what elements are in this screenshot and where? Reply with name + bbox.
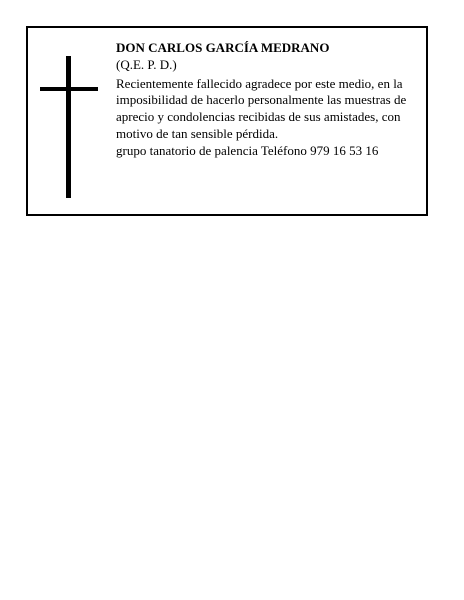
cross-vertical-bar <box>66 56 71 198</box>
funeral-home-contact: grupo tanatorio de palencia Teléfono 979 16 53 16 <box>116 142 379 158</box>
thanks-message: Recientemente fallecido agradece por este medio, en la imposibilidad de hacerlo personalmente las muestras de aprecio y condolencias recibidas de sus amistades, con motivo de tan sensible pérdida. <box>116 75 407 141</box>
cross-horizontal-bar <box>40 87 98 91</box>
notice-text-block <box>116 40 422 160</box>
cross-icon <box>40 56 98 198</box>
deceased-name: DON CARLOS GARCÍA MEDRANO <box>116 40 330 55</box>
obituary-notice <box>26 26 428 216</box>
qepd-label: (Q.E. P. D.) <box>116 56 177 72</box>
